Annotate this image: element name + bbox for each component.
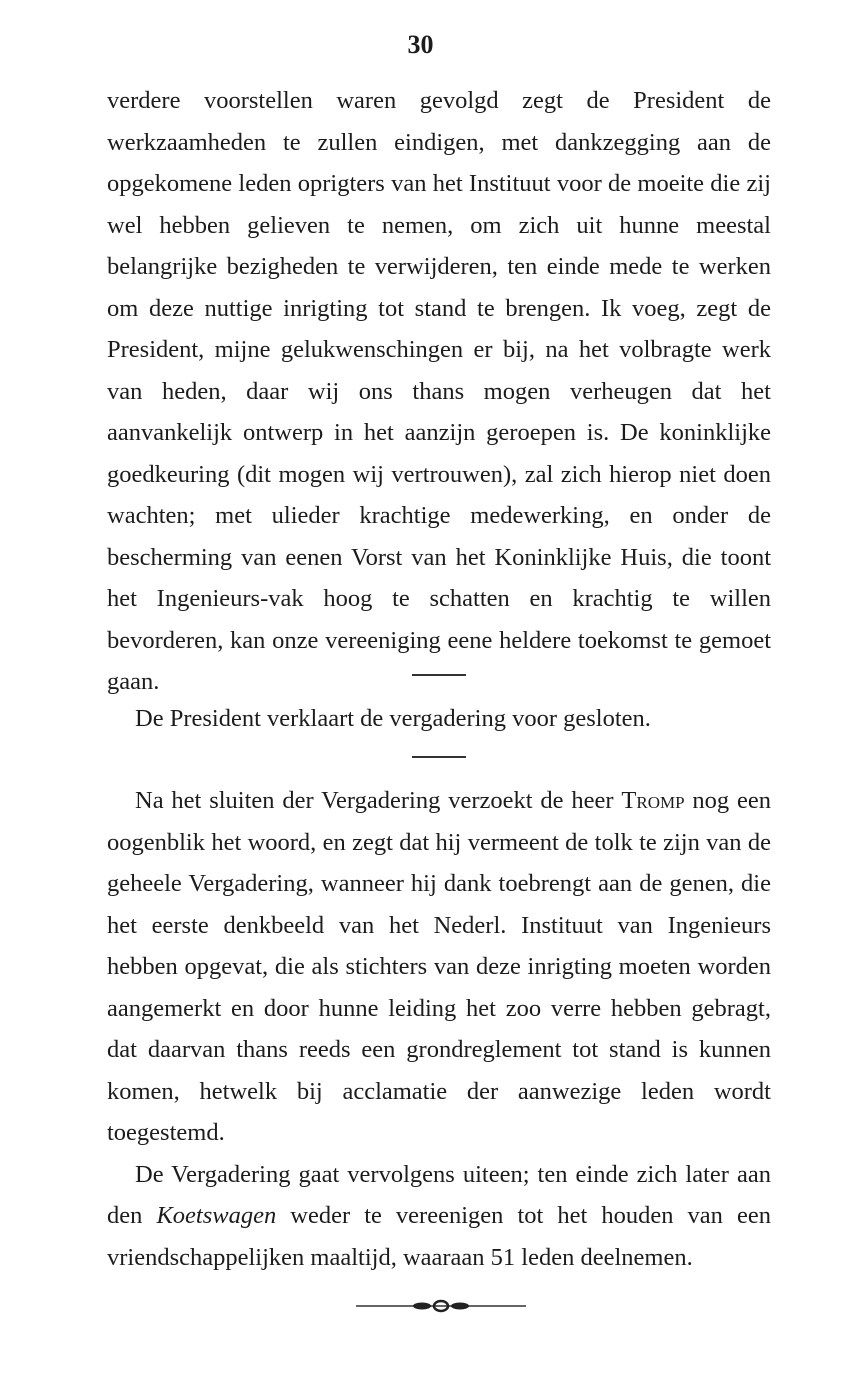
text-block-main xyxy=(107,80,771,703)
section-divider xyxy=(412,674,466,676)
paragraph-text: De Vergadering gaat vervolgens uiteen; ten einde zich later aan den xyxy=(107,1160,771,1229)
end-ornament xyxy=(356,1294,526,1318)
person-name: Tromp xyxy=(621,787,685,814)
paragraph-text: nog een oogenblik het woord, en zegt dat hij vermeent de tolk te zijn van de geheele Vergadering, wanneer hij dank toebrengt aan de genen, die het eerste denkbeeld van het Nederl. Instituut van Ingenieurs hebben opgevat, die als stichters van deze inrigting moeten worden aangemerkt en door hunne leiding het zoo verre hebben gebragt, dat daarvan thans reeds een grondreglement tot stand is kunnen komen, hetwelk bij acclamatie der aanwezige leden wordt toegestemd. xyxy=(107,787,771,1146)
paragraph-president-closing-speech: verdere voorstellen waren gevolgd zegt de President de werkzaamheden te zullen eindigen, met dankzegging aan de opgekomene leden oprigters van het Instituut voor de moeite die zij wel hebben gelieven te nemen, om zich uit hunne meestal belangrijke bezigheden te verwijderen, ten einde mede te werken om deze nuttige inrigting tot stand te brengen. Ik voeg, zegt de President, mijne gelukwenschingen er bij, na het volbragte werk van heden, daar wij ons thans mogen verheugen dat het aanvankelijk ontwerp in het aanzijn geroepen is. De koninklijke goedkeuring (dit mogen wij vertrouwen), zal zich hierop niet doen wachten; met ulieder krachtige medewerking, en onder de bescherming van eenen Vorst van het Koninklijke Huis, die toont het Ingenieurs-vak hoog te schatten en krachtig te willen bevorderen, kan onze vereeniging eene heldere toekomst te gemoet gaan. xyxy=(107,87,771,695)
paragraph-text: Na het sluiten der Vergadering verzoekt de heer xyxy=(135,787,622,814)
section-divider xyxy=(412,756,466,758)
paragraph-tromp-thanks xyxy=(107,780,771,1154)
paragraph-text: weder te vereenigen tot het houden van een vriendschappelijken maaltijd, waaraan 51 leden deelnemen. xyxy=(107,1202,771,1271)
paragraph-dinner xyxy=(107,1154,771,1279)
text-block-after-meeting xyxy=(107,780,771,1278)
paragraph-meeting-closed: De President verklaart de vergadering voor gesloten. xyxy=(135,705,651,732)
page-number: 30 xyxy=(407,30,434,59)
place-name: Koetswagen xyxy=(156,1202,277,1229)
text-block-closing xyxy=(107,698,771,740)
